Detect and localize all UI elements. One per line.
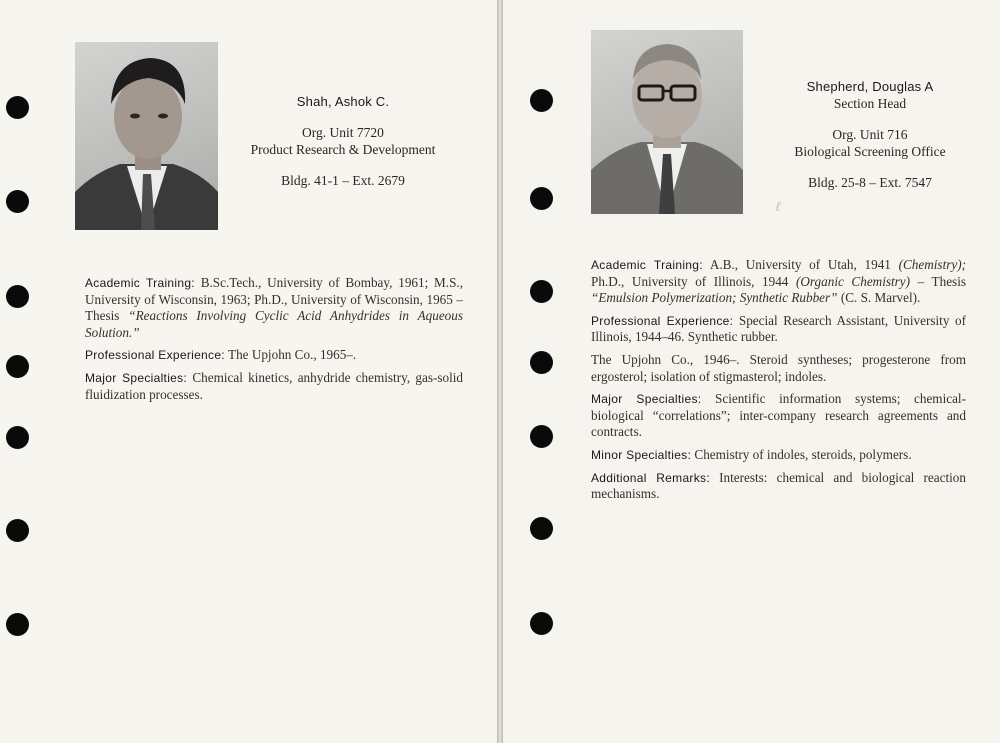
additional-remarks-label: Additional Remarks:: [591, 470, 710, 485]
academic-training-text: – Thesis: [910, 273, 966, 289]
binder-hole: [530, 280, 553, 303]
minor-specialties-label: Minor Specialties:: [591, 447, 692, 462]
building-extension: Bldg. 25-8 – Ext. 7547: [808, 175, 932, 190]
department: Biological Screening Office: [794, 144, 946, 159]
org-unit: Org. Unit 716: [832, 127, 908, 142]
minor-specialties-text: Chemistry of indoles, steroids, polymers.: [694, 446, 912, 462]
thesis-advisor: (C. S. Marvel).: [837, 290, 921, 306]
binder-hole: [6, 355, 29, 378]
academic-training-label: Academic Training:: [85, 276, 195, 290]
building-extension: Bldg. 41-1 – Ext. 2679: [281, 173, 405, 188]
portrait-figure: [591, 30, 743, 214]
portrait-photo: [75, 42, 218, 230]
employee-info: [755, 78, 985, 191]
academic-training-text: Ph.D., University of Illinois, 1944: [591, 273, 796, 289]
academic-training-label: Academic Training:: [591, 258, 703, 272]
thesis-title: “Reactions Involving Cyclic Acid Anhydrides in Aqueous Solution.”: [85, 308, 463, 340]
binder-hole: [530, 89, 553, 112]
academic-training-text: A.B., University of Utah, 1941: [709, 257, 899, 272]
job-title: Section Head: [833, 96, 907, 111]
binder-hole: [6, 190, 29, 213]
org-unit: Org. Unit 7720: [302, 125, 384, 140]
major-specialties: [85, 370, 463, 403]
major-specialties: [591, 391, 966, 441]
department: Product Research & Development: [250, 142, 436, 157]
employee-info: [228, 93, 458, 189]
binder-hole: [6, 426, 29, 449]
employee-name: Shah, Ashok C.: [296, 94, 390, 109]
major-specialties-label: Major Specialties:: [85, 370, 188, 385]
thesis-title: “Emulsion Polymerization; Synthetic Rubber”: [591, 290, 838, 306]
binder-hole: [530, 351, 553, 374]
additional-remarks-text: Interests: chemical and biological reaction mechanisms.: [591, 469, 966, 502]
degree-field: (Organic Chemistry): [795, 273, 911, 289]
binder-hole: [6, 285, 29, 308]
minor-specialties: [591, 447, 966, 464]
academic-training-text: B.Sc.Tech., University of Bombay, 1961; M.S., University of Wisconsin, 1963; Ph.D., University of Wisconsin, 1965 – Thesis: [85, 275, 463, 324]
biography: [85, 275, 463, 409]
binder-hole: [6, 613, 29, 636]
major-specialties-label: Major Specialties:: [591, 392, 702, 407]
major-specialties-text: Chemical kinetics, anhydride chemistry, gas-solid fluidization processes.: [85, 369, 464, 402]
pencil-mark: ℓ: [775, 200, 781, 215]
major-specialties-text: Scientific information systems; chemical-biological “correlations”; inter-company research agreements and contracts.: [591, 391, 966, 440]
professional-experience: [591, 313, 966, 346]
portrait-photo: [591, 30, 743, 214]
binder-hole: [530, 517, 553, 540]
right-page: [503, 0, 1000, 743]
upjohn-experience: The Upjohn Co., 1946–. Steroid syntheses; progesterone from ergosterol; isolation of stigmasterol; indoles.: [591, 351, 966, 384]
binder-hole: [530, 187, 553, 210]
professional-experience-text: The Upjohn Co., 1965–.: [228, 347, 357, 363]
academic-training: [591, 257, 966, 307]
professional-experience: [85, 347, 463, 364]
professional-experience-text: Special Research Assistant, University of Illinois, 1944–46. Synthetic rubber.: [591, 312, 966, 345]
biography: [591, 257, 966, 509]
additional-remarks: [591, 470, 966, 503]
employee-name: Shepherd, Douglas A: [806, 79, 934, 94]
academic-training: [85, 275, 463, 341]
binder-hole: [530, 612, 553, 635]
degree-field: (Chemistry);: [898, 257, 966, 272]
binder-hole: [6, 96, 29, 119]
professional-experience-label: Professional Experience:: [591, 313, 734, 328]
professional-experience-label: Professional Experience:: [85, 348, 225, 363]
binder-hole: [6, 519, 29, 542]
binder-hole: [530, 425, 553, 448]
left-page: [0, 0, 497, 743]
portrait-figure: [75, 42, 218, 230]
